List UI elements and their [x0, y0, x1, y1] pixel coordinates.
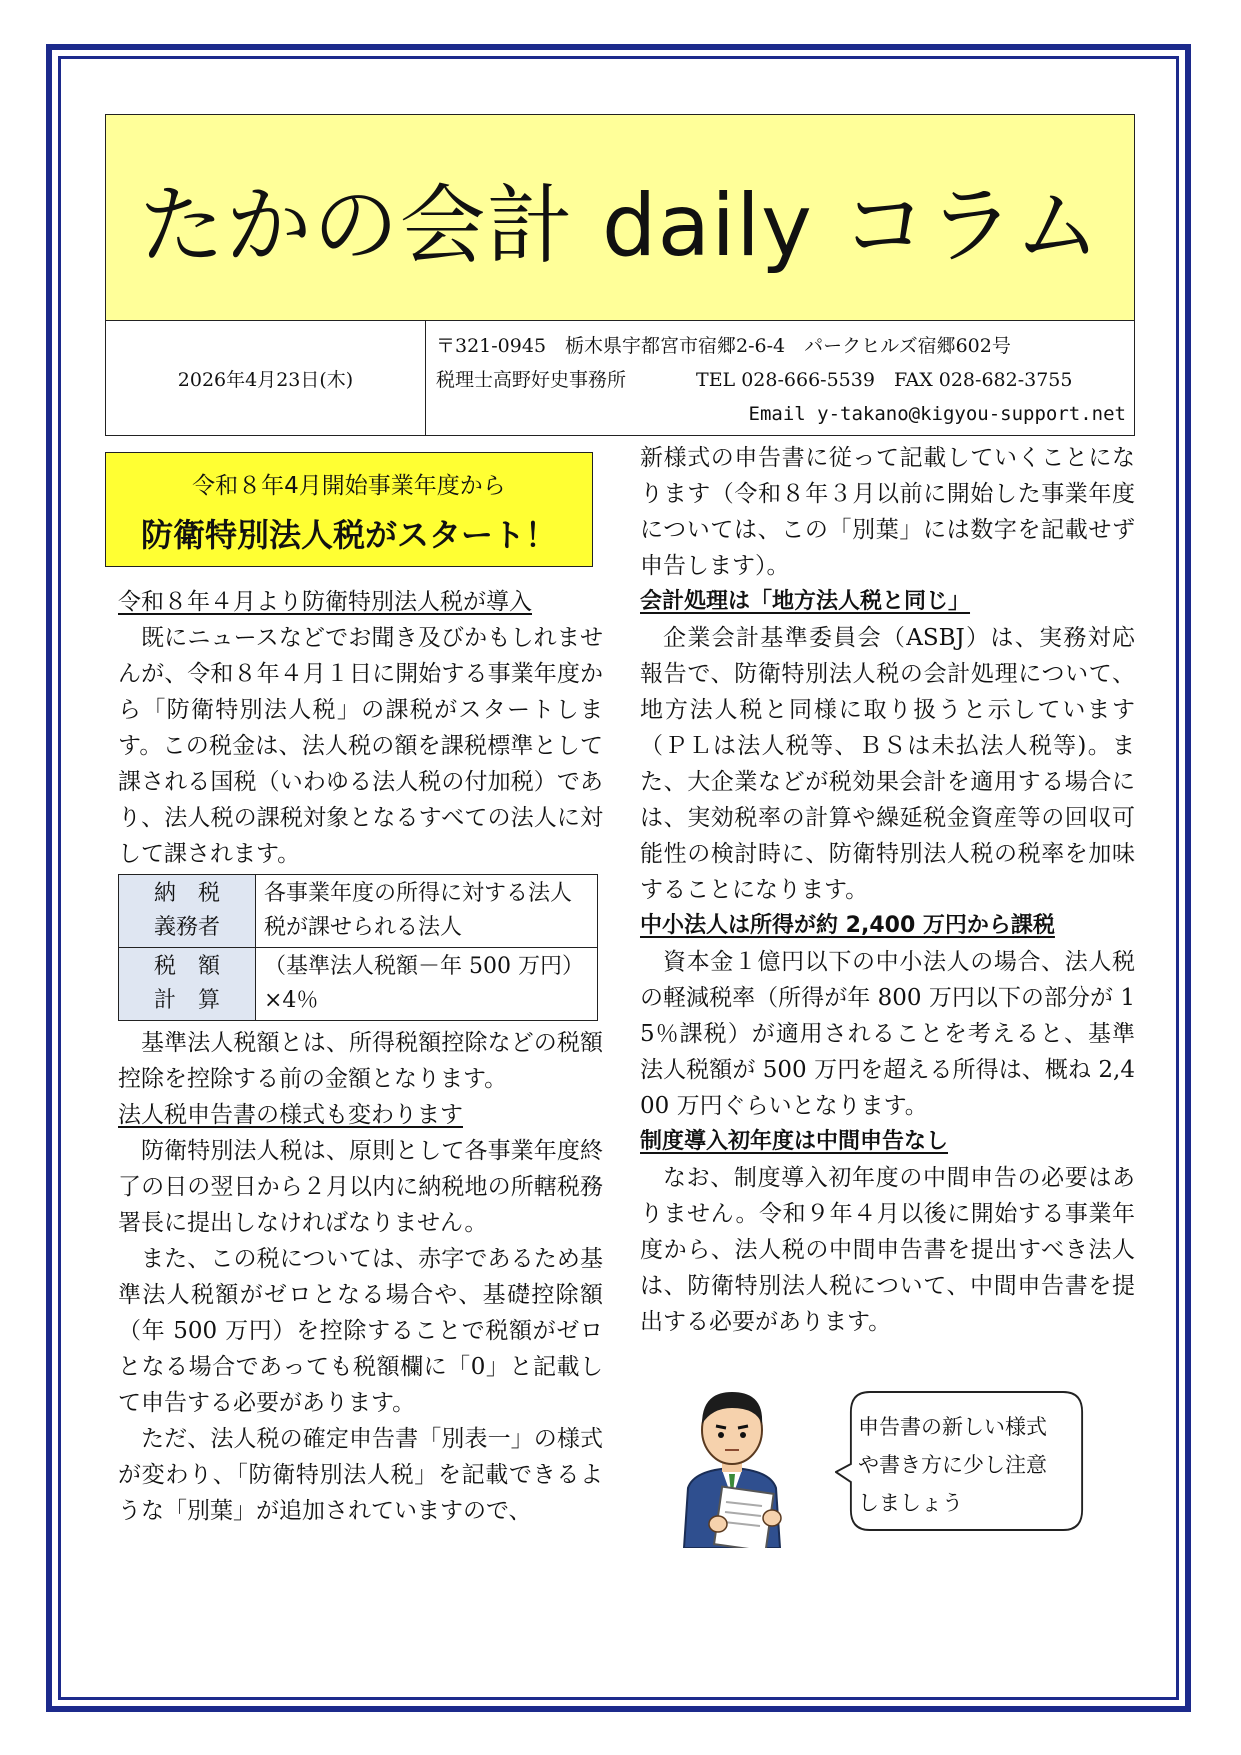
section-heading: 令和８年４月より防衛特別法人税が導入: [118, 589, 532, 615]
paragraph: 企業会計基準委員会（ASBJ）は、実務対応報告で、防衛特別法人税の会計処理について、地方法人税と同様に取り扱うと示しています（ＰＬは法人税等、ＢＳは未払法人税等)。また、大企業などが税効果会計を適用する場合には、実効税率の計算や繰延税金資産等の回収可能性の検討時に、防衛特別法人税の税率を加味することになります。: [640, 625, 1135, 903]
section-heading: 制度導入初年度は中間申告なし: [640, 1129, 949, 1154]
office-address: 〒321-0945 栃木県宇都宮市宿郷2-6-4 パークヒルズ宿郷602号: [436, 335, 1011, 357]
paragraph: なお、制度導入初年度の中間申告の必要はありません。令和９年４月以後に開始する事業年度から、法人税の中間申告書を提出すべき法人は、防衛特別法人税について、中間申告書を提出する必要があります。: [640, 1165, 1135, 1335]
office-email: Email y-takano@kigyou-support.net: [748, 403, 1126, 425]
issue-date: 2026年4月23日(木): [106, 321, 426, 435]
title-box: [106, 115, 1134, 321]
headline-title: 防衛特別法人税がスタート！: [140, 516, 557, 554]
newsletter-title: たかの会計 daily コラム: [138, 175, 1102, 276]
office-contact: [436, 329, 1126, 431]
headline-subtitle: 令和８年4月開始事業年度から: [192, 473, 506, 499]
man-in-suit-holding-document-icon: [672, 1378, 792, 1548]
table-value: （基準法人税額－年 500 万円）×4％: [256, 948, 598, 1021]
speech-bubble-text: [858, 1408, 1078, 1522]
section-heading: 中小法人は所得が約 2,400 万円から課税: [640, 913, 1055, 938]
section-heading: 会計処理は「地方法人税と同じ」: [640, 589, 971, 614]
headline-box: [105, 452, 593, 567]
table-value: 各事業年度の所得に対する法人税が課せられる法人: [256, 875, 598, 948]
tax-summary-table: [118, 874, 598, 1021]
bubble-line: しましょう: [858, 1491, 963, 1515]
table-row: [119, 875, 598, 948]
bubble-line: や書き方に少し注意: [858, 1453, 1047, 1477]
left-column: [118, 584, 603, 1529]
paragraph: ただ、法人税の確定申告書「別表一」の様式が変わり、「防衛特別法人税」を記載できるような「別葉」が追加されていますので、: [118, 1426, 603, 1524]
paragraph: 資本金１億円以下の中小法人の場合、法人税の軽減税率（所得が年 800 万円以下の部分が 15％課税）が適用されることを考えると、基準法人税額が 500 万円を超える所得は、概ね 2,400 万円ぐらいとなります。: [640, 949, 1136, 1119]
paragraph: 新様式の申告書に従って記載していくことになります（令和８年３月以前に開始した事業年度については、この「別葉」には数字を記載せず申告します）。: [640, 445, 1135, 579]
bubble-line: 申告書の新しい様式: [858, 1415, 1047, 1439]
paragraph: 基準法人税額とは、所得税額控除などの税額控除を控除する前の金額となります。: [118, 1030, 603, 1092]
section-heading: 法人税申告書の様式も変わります: [118, 1102, 463, 1128]
table-row: [119, 948, 598, 1021]
tel-fax: TEL 028-666-5539 FAX 028-682-3755: [696, 369, 1073, 391]
table-label: 税 額 計 算: [119, 948, 256, 1021]
right-column: [640, 440, 1135, 1340]
office-phone-row: [436, 363, 1126, 397]
paragraph: また、この税については、赤字であるため基準法人税額がゼロとなる場合や、基礎控除額（年 500 万円）を控除することで税額がゼロとなる場合であっても税額欄に「0」と記載して申告する必要があります。: [118, 1246, 603, 1416]
office-name: 税理士高野好史事務所: [436, 369, 627, 391]
paragraph: 防衛特別法人税は、原則として各事業年度終了の日の翌日から２月以内に納税地の所轄税務署長に提出しなければなりません。: [118, 1138, 603, 1236]
table-label: 納 税 義務者: [119, 875, 256, 948]
masthead: [105, 114, 1135, 436]
paragraph: 既にニュースなどでお聞き及びかもしれませんが、令和８年４月１日に開始する事業年度から「防衛特別法人税」の課税がスタートします。この税金は、法人税の額を課税標準として課される国税（いわゆる法人税の付加税）であり、法人税の課税対象となるすべての法人に対して課されます。: [118, 625, 603, 867]
